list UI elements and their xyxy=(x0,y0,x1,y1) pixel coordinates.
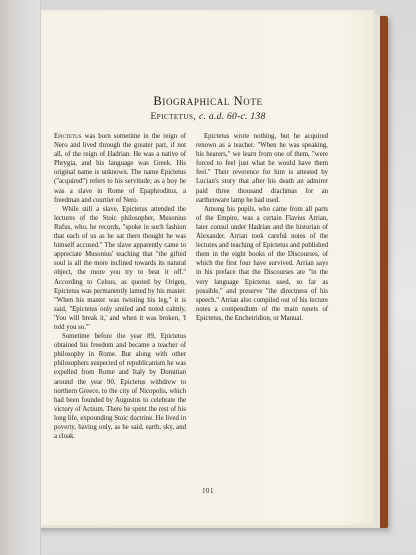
section-subtitle xyxy=(0,112,416,122)
section-title: Biographical Note xyxy=(153,94,263,108)
thumb-holding-page xyxy=(0,0,41,555)
paragraph: Among his pupils, who came from all parts of the Empire, was a certain Flavius Arrian, later consul under Hadrian and the historian of Alexander. Arrian took careful notes of the lectures and teaching of Epictetus and published them in the eight books of the Discourses, of which the first four have survived. Arrian says in his preface that the Discourses are "in the very language Epictetus used, so far as possible," and preserve "the directness of his speech." Arrian also compiled out of his lecture notes a compendium of the main tenets of Epictetus, the Encheiridion, or Manual. xyxy=(196,205,328,322)
paragraph xyxy=(54,132,186,205)
paragraph-text: was born sometime in the reign of Nero and lived through the greater part, if not all, of the reign of Hadrian. He was a native of Phrygia, and his language was Greek. His original name is unknown. The name Epictetus ("acquired") refers to his servitude; as a boy he was a slave in Rome of Epaphroditus, a freedman and courtier of Nero. xyxy=(54,133,186,204)
text-column-right xyxy=(196,132,328,323)
paragraph: Epictetus wrote nothing, but he acquired renown as a teacher. "When he was speaking, his hearers," we learn from one of them, "were forced to feel just what he would have them feel." Their reverence for him is attested by Lucian's story that after his death an admirer paid three thousand drachmas for an earthenware lamp he had used. xyxy=(196,133,328,204)
paragraph-lead: Epictetus xyxy=(54,133,82,140)
subtitle-dates: c. a.d. 60-c. 138 xyxy=(198,112,266,122)
paragraph: Sometime before the year 89, Epictetus obtained his freedom and became a teacher of philosophy in Rome. But along with other philosophers suspected of republicanism he was expelled from Rome and Italy by Domitian around the year 90. Epictetus withdrew to northern Greece, to the city of Nicopolis, which had been founded by Augustus to celebrate the victory of Actium. There he spent the rest of his long life, expounding Stoic doctrine. He lived in poverty, having only, as he said, earth, sky, and a cloak. xyxy=(54,333,186,441)
text-column-left xyxy=(54,132,186,441)
paragraph: While still a slave, Epictetus attended the lectures of the Stoic philosopher, Musonius Rufus, who, he records, "spoke in such fashion that each of us as he sat there thought he was himself accused." The slave apparently came to appreciate Musonius' teaching that "the gifted soul is all the more inclined towards its natural object, the more you try to beat it off." According to Celsus, as quoted by Origen, Epictetus was permanently lamed by his master. "When his master was twisting his leg," it is said, "Epictetus only smiled and noted calmly, 'You will break it,' and when it was broken, 'I told you so.'" xyxy=(54,205,186,331)
page-number: 101 xyxy=(202,487,214,495)
subtitle-name: Epictetus, xyxy=(150,112,197,122)
